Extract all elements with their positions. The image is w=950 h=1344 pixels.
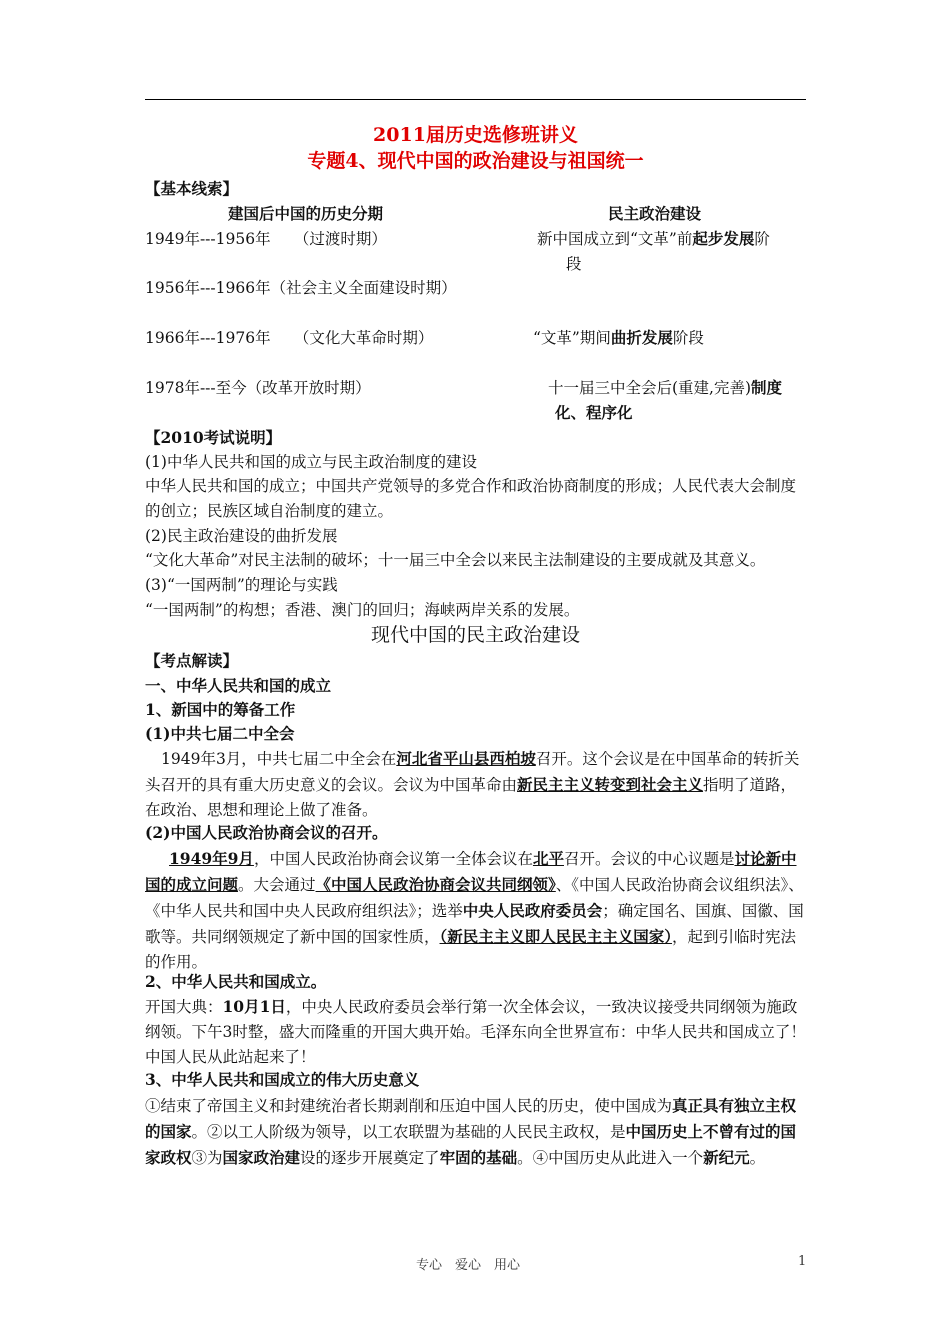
period-row-1: 1949年---1956年 （过渡时期） (145, 230, 387, 248)
doc-title: 2011届历史选修班讲义 (373, 124, 578, 146)
politics-row-4-cont: 化、程序化 (555, 403, 633, 422)
politics-row-1: 新中国成立到“文革”前起步发展阶 (537, 229, 770, 248)
heading-1-1-2: (2)中国人民政治协商会议的召开。 (145, 823, 388, 842)
page-number: 1 (798, 1254, 807, 1269)
footer-motto: 专心 爱心 用心 (416, 1258, 521, 1273)
politics-row-3: “文革”期间曲折发展阶段 (533, 328, 704, 347)
politics-row-1-cont: 段 (566, 255, 582, 273)
col-left-header: 建国后中国的历史分期 (228, 204, 384, 223)
exam-line-5: “一国两制”的构想；香港、澳门的回归；海峡两岸关系的发展。 (145, 601, 580, 619)
heading-1-1-1: (1)中共七届二中全会 (145, 724, 295, 743)
col-right-header: 民主政治建设 (608, 204, 702, 223)
paragraph-cppcc: 1949年9月，中国人民政治协商会议第一全体会议在北平召开。会议的中心议题是讨论新中国的成立问题。大会通过《中国人民政治协商会议共同纲领》、《中国人民政治协商会议组织法》、《中华人民共和国中央人民政府组织法》；选举中央人民政府委员会；确定国名、国旗、国徽、国歌等。共同纲领规定了新中国的国家性质，（新民主主义即人民民主主义国家），起到引临时宪法的作用。 (145, 849, 804, 971)
period-row-2: 1956年---1966年（社会主义全面建设时期） (145, 279, 457, 297)
exam-line-1: (1)中华人民共和国的成立与民主政治制度的建设 (145, 453, 477, 471)
period-row-3: 1966年---1976年 （文化大革命时期） (145, 329, 434, 347)
exam-line-4: “文化大革命”对民主法制的破坏；十一届三中全会以来民主法制建设的主要成就及其意义。(3)“一国两制”的理论与实践 (145, 551, 766, 594)
paragraph-founding: 开国大典：10月1日，中央人民政府委员会举行第一次全体会议，一致决议接受共同纲领为施政纲领。下午3时整，盛大而隆重的开国大典开始。毛泽东向全世界宣布：中华人民共和国成立了！中国人民从此站起来了！ (145, 997, 806, 1066)
period-row-4: 1978年---至今（改革开放时期） (145, 379, 371, 397)
header-rule (145, 99, 806, 100)
doc-subtitle: 专题4、现代中国的政治建设与祖国统一 (307, 150, 644, 172)
politics-row-4: 十一届三中全会后(重建,完善)制度 (548, 378, 783, 397)
heading-1-3: 3、中华人民共和国成立的伟大历史意义 (145, 1070, 420, 1089)
section-title: 现代中国的民主政治建设 (370, 624, 580, 646)
exam-line-2: 中华人民共和国的成立；中国共产党领导的多党合作和政治协商制度的形成；人民代表大会制度的创立；民族区域自治制度的建立。 (145, 477, 797, 520)
exam-line-3: (2)民主政治建设的曲折发展 (145, 527, 338, 545)
heading-1-2: 2、中华人民共和国成立。 (145, 972, 327, 991)
points-heading: 【考点解读】 (145, 651, 239, 670)
exam-heading: 【2010考试说明】 (145, 428, 282, 447)
paragraph-significance: ①结束了帝国主义和封建统治者长期剥削和压迫中国人民的历史，使中国成为真正具有独立主权的国家。②以工人阶级为领导，以工农联盟为基础的人民民主政权，是中国历史上不曾有过的国家政权③为国家政治建设的逐步开展奠定了牢固的基础。④中国历史从此进入一个新纪元。 (145, 1096, 797, 1167)
basic-heading: 【基本线索】 (145, 179, 239, 198)
heading-1-1: 1、新国中的筹备工作 (145, 700, 296, 719)
heading-1: 一、中华人民共和国的成立 (145, 676, 332, 695)
paragraph-plenum: 1949年3月，中共七届二中全会在河北省平山县西柏坡召开。这个会议是在中国革命的转折关头召开的具有重大历史意义的会议。会议为中国革命由新民主主义转变到社会主义指明了道路，在政治、思想和理论上做了准备。 (145, 749, 800, 819)
